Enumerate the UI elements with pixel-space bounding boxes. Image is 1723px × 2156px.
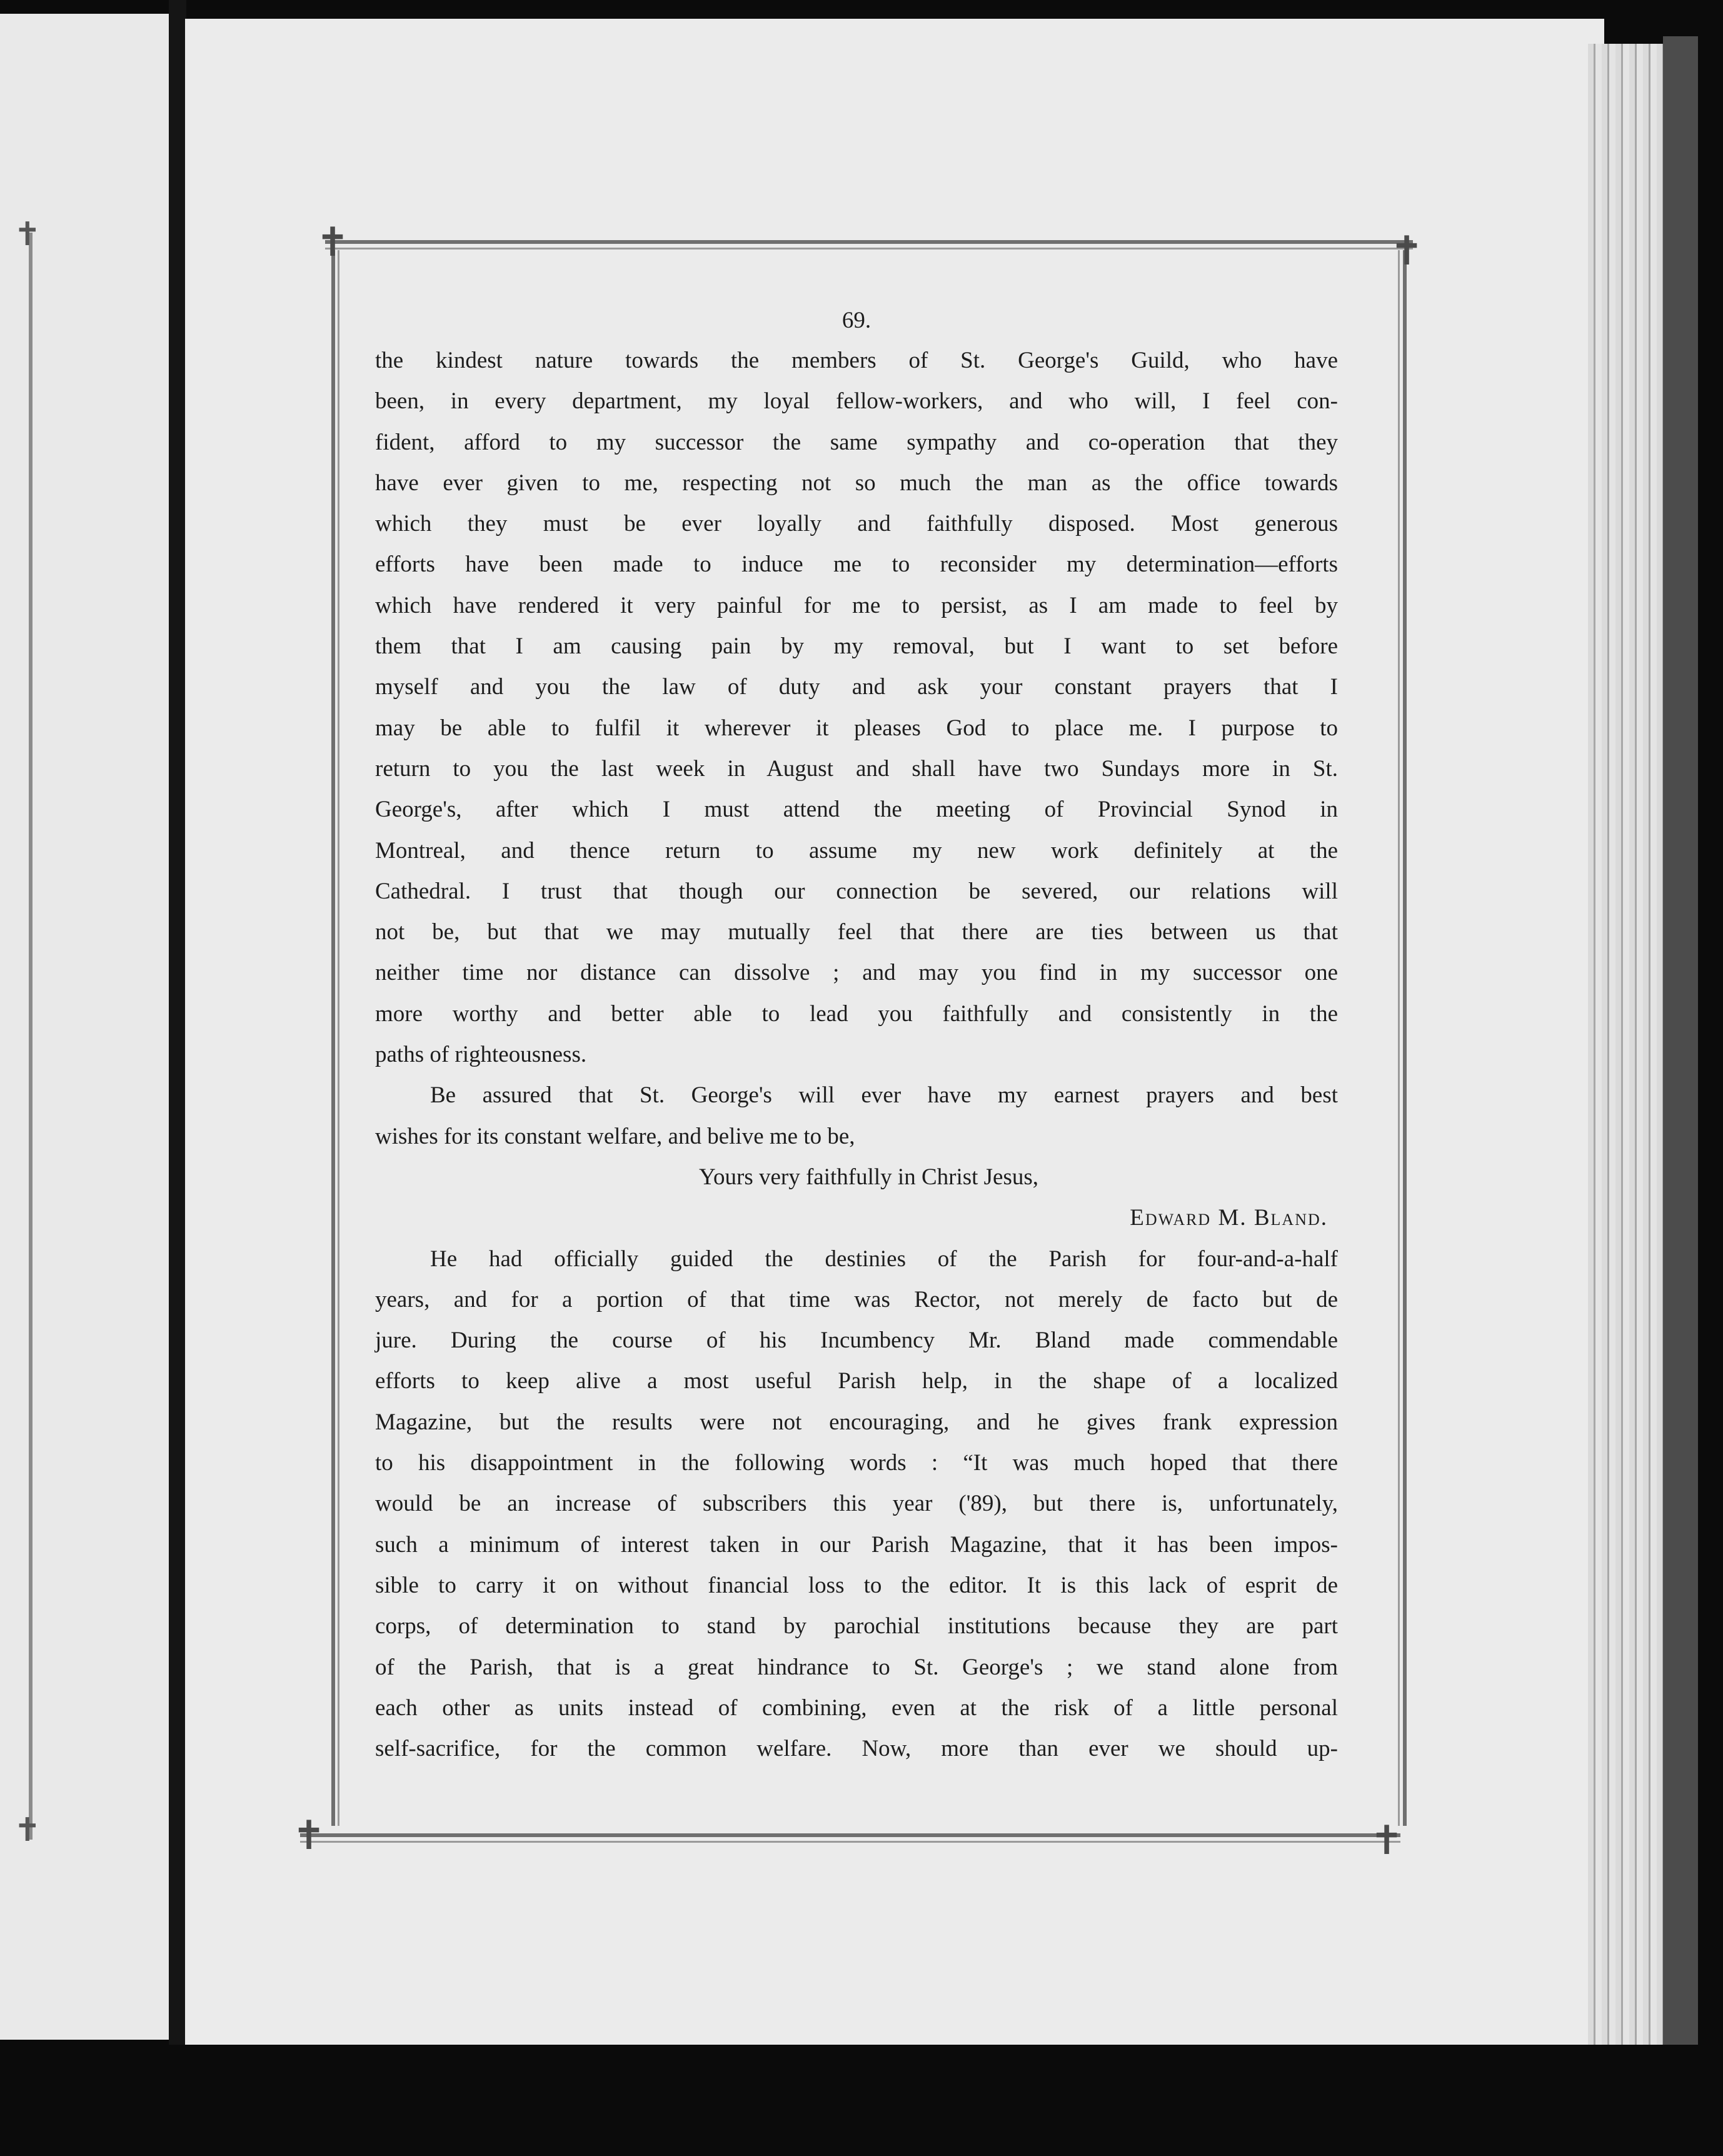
text-line: efforts to keep alive a most useful Parish help, in the shape of a localized	[375, 1368, 1338, 1394]
page-text-block	[375, 300, 1338, 1769]
frame-left-inner-line	[338, 250, 339, 1826]
book-gutter	[169, 0, 186, 2156]
text-line: Be assured that St. George's will ever have my earnest prayers and best	[430, 1082, 1338, 1109]
frame-corner-ornament: ✝	[1390, 229, 1424, 273]
scan-background	[163, 2045, 1723, 2156]
letter-valediction: Yours very faithfully in Christ Jesus,	[699, 1164, 1039, 1190]
text-line: years, and for a portion of that time was Rector, not merely de facto but de	[375, 1286, 1338, 1312]
letter-signature: Edward M. Bland.	[1130, 1205, 1328, 1231]
frame-corner-ornament: ✝	[316, 220, 349, 264]
text-line: to his disappointment in the following words : “It was much hoped that there	[375, 1450, 1338, 1476]
facing-page	[0, 14, 180, 2040]
text-line: He had officially guided the destinies of the Parish for four-and-a-half	[430, 1246, 1338, 1272]
text-line: Montreal, and thence return to assume my new work definitely at the	[375, 837, 1338, 864]
frame-bottom-line	[300, 1833, 1400, 1837]
text-line: corps, of determination to stand by parochial institutions because they are part	[375, 1613, 1338, 1640]
text-line: not be, but that we may mutually feel that there are ties between us that	[375, 919, 1338, 945]
text-line: more worthy and better able to lead you faithfully and consistently in the	[375, 1000, 1338, 1027]
letter-paragraph	[375, 340, 1338, 1075]
text-line: been, in every department, my loyal fellow-workers, and who will, I feel con-	[375, 388, 1338, 415]
text-line: myself and you the law of duty and ask your constant prayers that I	[375, 674, 1338, 700]
frame-right-line	[1403, 250, 1407, 1826]
text-line: have ever given to me, respecting not so much the man as the office towards	[375, 470, 1338, 496]
text-line: of the Parish, that is a great hindrance to St. George's ; we stand alone from	[375, 1654, 1338, 1680]
text-line: them that I am causing pain by my removal, but I want to set before	[375, 633, 1338, 660]
text-line: neither time nor distance can dissolve ; and may you find in my successor one	[375, 960, 1338, 986]
text-line: which they must be ever loyally and faithfully disposed. Most generous	[375, 511, 1338, 537]
text-line: each other as units instead of combining, even at the risk of a little personal	[375, 1695, 1338, 1721]
text-line: would be an increase of subscribers this year ('89), but there is, unfortunately,	[375, 1491, 1338, 1517]
frame-top-line	[325, 240, 1413, 244]
text-line: George's, after which I must attend the meeting of Provincial Synod in	[375, 797, 1338, 823]
text-line: paths of righteousness.	[375, 1042, 587, 1068]
text-line: efforts have been made to induce me to reconsider my determination—efforts	[375, 552, 1338, 578]
frame-top-inner-line	[325, 248, 1413, 249]
text-line: return to you the last week in August and shall have two Sundays more in St.	[375, 755, 1338, 782]
narrative-paragraph	[375, 1239, 1338, 1770]
facing-page-corner-ornament: ✝	[14, 1813, 41, 1848]
text-line: may be able to fulfil it wherever it pleases God to place me. I purpose to	[375, 715, 1338, 741]
frame-right-inner-line	[1398, 250, 1400, 1826]
text-line: wishes for its constant welfare, and belive me to be,	[375, 1123, 855, 1149]
book-cover-edge	[1663, 36, 1698, 2056]
text-line: which have rendered it very painful for me to persist, as I am made to feel by	[375, 592, 1338, 618]
text-line: self-sacrifice, for the common welfare. Now, more than ever we should up-	[375, 1736, 1338, 1762]
page-number: 69.	[841, 308, 872, 333]
letter-closing-paragraph	[375, 1075, 1338, 1157]
text-line: such a minimum of interest taken in our Parish Magazine, that it has been impos-	[375, 1531, 1338, 1558]
text-line: sible to carry it on without financial loss to the editor. It is this lack of esprit de	[375, 1572, 1338, 1598]
text-line: the kindest nature towards the members of St. George's Guild, who have	[375, 348, 1338, 373]
facing-page-corner-ornament: ✝	[14, 217, 41, 253]
facing-page-border-line	[29, 233, 33, 1840]
frame-corner-ornament: ✝	[292, 1813, 326, 1858]
text-line: Magazine, but the results were not encouraging, and he gives frank expression	[375, 1409, 1338, 1435]
frame-left-line	[331, 250, 335, 1826]
text-line: jure. During the course of his Incumbency Mr. Bland made commendable	[375, 1327, 1338, 1354]
text-line: Cathedral. I trust that though our connection be severed, our relations will	[375, 878, 1338, 904]
frame-bottom-inner-line	[300, 1841, 1400, 1843]
frame-corner-ornament: ✝	[1370, 1818, 1404, 1863]
text-line: fident, afford to my successor the same sympathy and co-operation that they	[375, 429, 1338, 455]
